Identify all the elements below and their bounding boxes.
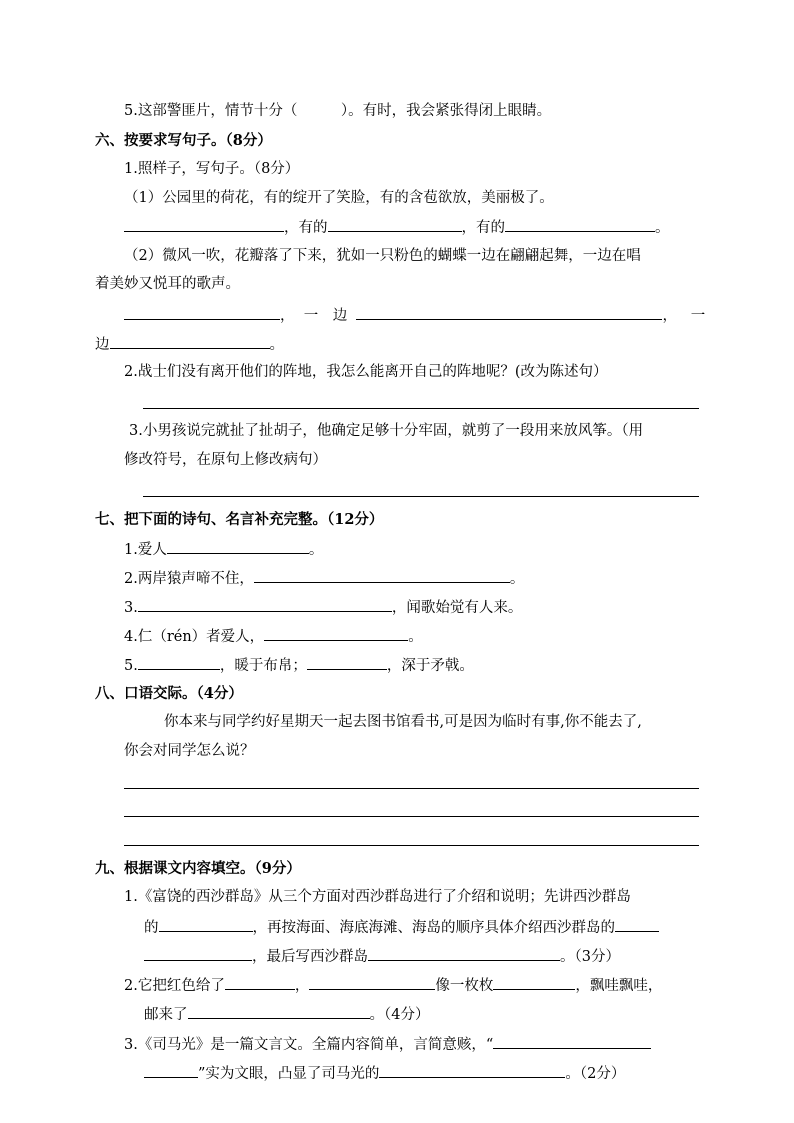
blank[interactable] [124,216,284,232]
blank[interactable] [144,945,252,961]
poem-2: 2.两岸猿声啼不住， 。 [124,567,524,589]
blank[interactable] [379,1062,565,1078]
blank[interactable] [254,567,510,583]
fill-9-1-line-2: 的 ，再按海面、海底海滩、海岛的顺序具体介绍西沙群岛的 [144,916,659,938]
blank[interactable] [309,974,435,990]
answer-line[interactable] [124,816,699,817]
blank[interactable] [264,625,408,641]
blank[interactable] [493,974,575,990]
example-1: （1）公园里的荷花，有的绽开了笑脸，有的含苞欲放，美丽极了。 [124,190,554,206]
blank[interactable] [159,916,253,932]
example-2-line-1: （2）微风一吹，花瓣落了下来，犹如一只粉色的蝴蝶一边在翩翩起舞，一边在唱 [124,248,641,264]
answer-line[interactable] [124,845,699,846]
blank[interactable] [356,304,662,320]
blank[interactable] [505,216,655,232]
task-6-2: 2.战士们没有离开他们的阵地，我怎么能离开自己的阵地呢？(改为陈述句） [124,364,608,380]
fill-row-example-2: ， 一 边 ， 一 [124,304,705,326]
blank[interactable] [138,654,220,670]
blank[interactable] [144,1062,198,1078]
blank[interactable] [368,945,560,961]
fill-9-1-line-1: 1.《富饶的西沙群岛》从三个方面对西沙群岛进行了介绍和说明；先讲西沙群岛 [124,889,631,905]
section-7-title: 七、把下面的诗句、名言补充完整。（12分） [95,511,384,528]
fill-9-2-line-2: 邮来了 。（4分） [144,1003,429,1025]
section-9-title: 九、根据课文内容填空。（9分） [95,860,301,877]
blank[interactable] [124,304,280,320]
answer-line[interactable] [124,788,699,789]
poem-4: 4.仁（rén）者爱人， 。 [124,625,423,647]
blank[interactable] [138,596,392,612]
prompt-line-2: 你会对同学怎么说？ [124,743,255,759]
blank[interactable] [493,1033,651,1049]
blank[interactable] [225,974,295,990]
prompt-line-1: 你本来与同学约好星期天一起去图书馆看书,可是因为临时有事,你不能去了, [164,714,642,730]
task-6-3-line-1: 3.小男孩说完就扯了扯胡子，他确定足够十分牢固，就剪了一段用来放风筝。（用 [129,423,644,439]
blank[interactable] [110,333,270,349]
fill-row-example-1: ，有的 ，有的 。 [124,216,670,238]
poem-3: 3. ，闻歌始觉有人来。 [124,596,522,618]
task-6-1: 1.照样子，写句子。（8分） [124,161,300,177]
answer-line[interactable] [143,408,699,409]
blank[interactable] [188,1003,370,1019]
blank[interactable] [615,916,659,932]
fill-9-1-line-3: ，最后写西沙群岛 。（3分） [144,945,620,967]
question-5: 5.这部警匪片，情节十分（ ）。有时，我会紧张得闭上眼睛。 [124,103,552,119]
poem-1: 1.爱人 。 [124,538,323,560]
example-2-line-2: 着美妙又悦耳的歌声。 [95,276,240,292]
blank[interactable] [167,538,309,554]
poem-5: 5. ，暖于布帛； ，深于矛戟。 [124,654,474,676]
answer-line[interactable] [143,496,699,497]
blank[interactable] [307,654,387,670]
fill-9-3-line-1: 3.《司马光》是一篇文言文。全篇内容简单，言简意赅，“ [124,1033,651,1055]
section-6-title: 六、按要求写句子。（8分） [95,132,272,149]
task-6-3-line-2: 修改符号，在原句上修改病句） [124,452,327,468]
blank[interactable] [328,216,462,232]
fill-9-3-line-2: ”实为文眼，凸显了司马光的 。（2分） [144,1062,625,1084]
fill-9-2-line-1: 2.它把红色给了 ， 像一枚枚 ，飘哇飘哇， [124,974,662,996]
fill-row-example-2-cont: 边 。 [95,333,284,355]
section-8-title: 八、口语交际。（4分） [95,685,243,702]
